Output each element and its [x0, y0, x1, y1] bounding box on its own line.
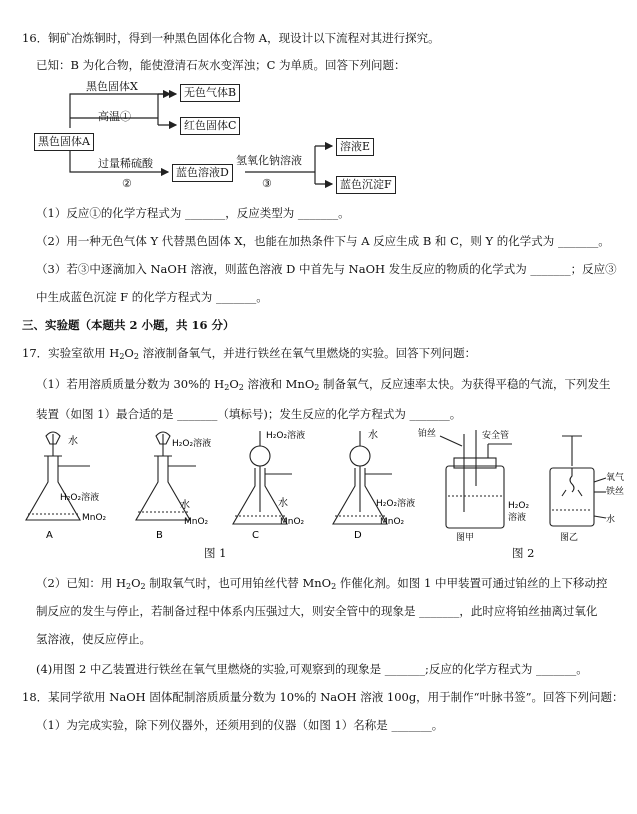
q16-known: 已知：B 为化合物，能使澄清石灰水变浑浊；C 为单质。回答下列问题：	[36, 58, 406, 72]
label-D-water: 水	[368, 430, 378, 441]
apparatus-figures	[0, 426, 637, 566]
flow-box-F: 蓝色沉淀F	[336, 176, 396, 194]
label-oxygen: 氧气	[606, 473, 625, 483]
fig2-caption: 图 2	[512, 546, 535, 560]
apparatus-A	[26, 432, 90, 520]
flow-diagram	[30, 80, 430, 200]
flow-box-B: 无色气体B	[180, 84, 240, 102]
label-pt-wire: 铂丝	[418, 429, 437, 439]
apparatus-D	[333, 431, 392, 524]
section-3-title: 三、实验题（本题共 2 小题，共 16 分）	[22, 318, 235, 332]
q16-stem: 16．铜矿冶炼铜时，得到一种黑色固体化合物 A，现设计以下流程对其进行探究。	[22, 31, 440, 45]
flow-box-D: 蓝色溶液D	[172, 164, 233, 182]
q17-part2b: 制反应的发生与停止，若制备过程中体系内压强过大，则安全管中的现象是 _______，此时应将铂丝抽离过氧化	[36, 604, 598, 618]
label-A-water: 水	[68, 436, 78, 447]
apparatus-C	[233, 431, 292, 524]
flow-box-A: 黑色固体A	[34, 133, 94, 151]
q18-part1: （1）为完成实验，除下列仪器外，还须用到的仪器（如图 1）名称是 _______。	[36, 718, 444, 732]
q17-part4: (4)用图 2 中乙装置进行铁丝在氧气里燃烧的实验,可观察到的现象是 _______;反应的化学方程式为 _______。	[36, 662, 588, 676]
label-B: B	[156, 530, 163, 541]
label-jia-h2o2: H₂O₂	[508, 501, 530, 511]
flow-cond-1: 高温①	[98, 110, 131, 123]
label-jia: 图甲	[456, 533, 475, 543]
label-A-h2o2: H₂O₂溶液	[60, 493, 100, 503]
q16-part1: （1）反应①的化学方程式为 _______，反应类型为 _______。	[36, 206, 350, 220]
q16-part3a: （3）若③中逐滴加入 NaOH 溶液，则蓝色溶液 D 中首先与 NaOH 发生反应的物质的化学式为 _______；反应③	[36, 262, 617, 276]
label-iron-wire: 铁丝	[606, 487, 625, 497]
flow-reagent-X: 黑色固体X	[86, 80, 138, 93]
label-B-mno2: MnO₂	[184, 517, 209, 527]
q16-part3b: 中生成蓝色沉淀 F 的化学方程式为 _______。	[36, 290, 268, 304]
label-jia-sol: 溶液	[508, 513, 527, 523]
label-D-mno2: MnO₂	[380, 517, 405, 527]
label-D: D	[354, 530, 362, 541]
flow-step-2: ②	[122, 177, 132, 190]
label-safety-tube: 安全管	[482, 431, 510, 441]
label-C-h2o2: H₂O₂溶液	[266, 431, 306, 441]
apparatus-yi	[550, 436, 606, 526]
flow-step-3: ③	[262, 177, 272, 190]
label-yi-water: 水	[606, 515, 616, 525]
q17-stem: 17．实验室欲用 $H_2O_2$ 溶液制备氧气，并进行铁丝在氧气里燃烧的实验。回答下列问题：	[22, 346, 477, 361]
q17-part1b: 装置（如图 1）最合适的是 _______（填标号)；发生反应的化学方程式为 _______。	[36, 407, 462, 421]
label-D-h2o2: H₂O₂溶液	[376, 499, 416, 509]
apparatus-jia	[440, 430, 512, 528]
fig1-caption: 图 1	[204, 546, 227, 560]
label-C-water: 水	[278, 498, 288, 509]
q18-stem: 18．某同学欲用 NaOH 固体配制溶质质量分数为 10%的 NaOH 溶液 100g，用于制作“叶脉书签”。回答下列问题：	[22, 690, 624, 704]
label-A: A	[46, 530, 53, 541]
label-C: C	[252, 530, 259, 541]
label-B-h2o2: H₂O₂溶液	[172, 439, 212, 449]
label-C-mno2: MnO₂	[280, 517, 305, 527]
label-B-water: 水	[180, 500, 190, 511]
flow-reagent-3: 氢氧化钠溶液	[236, 154, 302, 167]
q17-part1a: （1）若用溶质质量分数为 30%的 $H_2O_2$ 溶液和 MnO$_2$ 制备氧气，反应速率太快。为获得平稳的气流，下列发生	[36, 377, 611, 392]
flow-box-E: 溶液E	[336, 138, 374, 156]
flow-reagent-2: 过量稀硫酸	[98, 157, 153, 170]
q17-part2a: （2）已知：用 $H_2O_2$ 制取氧气时，也可用铂丝代替 MnO$_2$ 作催化剂。如图 1 中甲装置可通过铂丝的上下移动控	[36, 576, 608, 591]
label-A-mno2: MnO₂	[82, 513, 107, 523]
q16-part2: （2）用一种无色气体 Y 代替黑色固体 X，也能在加热条件下与 A 反应生成 B 和 C，则 Y 的化学式为 _______。	[36, 234, 610, 248]
flow-box-C: 红色固体C	[180, 117, 240, 135]
label-yi: 图乙	[560, 533, 579, 543]
q17-part2c: 氢溶液，使反应停止。	[36, 632, 151, 646]
